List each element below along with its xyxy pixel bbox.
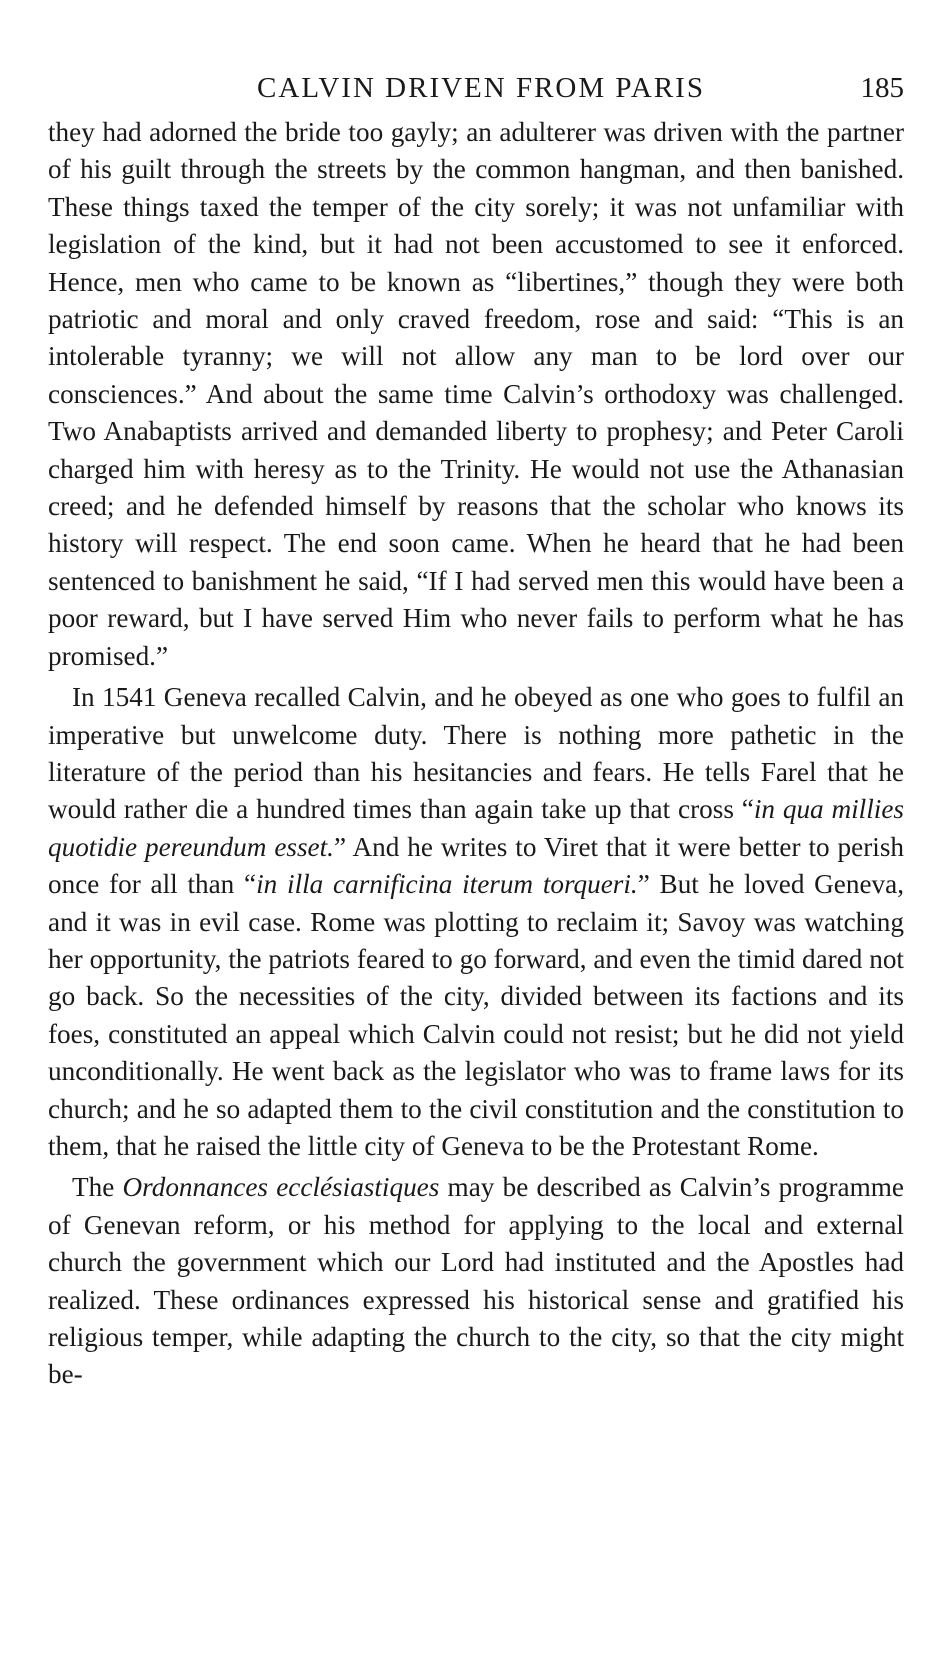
paragraph-2-text-3: ” But he loved Geneva, and it was in evil case. Rome was plotting to reclaim it; Savoy was watching her opportunity, the patriots feared to go forward, and even the timid dared not go back. So the necessities of the city, divided between its factions and its foes, constituted an appeal which Calvin could not resist; but he did not yield unconditionally. He went back as the legislator who was to frame laws for its church; and he so adapted them to the civil constitution and the constitution to them, that he raised the little city of Geneva to be the Protestant Rome.	[48, 869, 904, 1161]
paragraph-1-text: they had adorned the bride too gayly; an adulterer was driven with the partner of his guilt through the streets by the common hangman, and then banished. These things taxed the temper of the city sorely; it was not unfamiliar with legislation of the kind, but it had not been accustomed to see it enforced. Hence, men who came to be known as “libertines,” though they were both patriotic and moral and only craved freedom, rose and said: “This is an intolerable tyranny; we will not allow any man to be lord over our consciences.” And about the same time Calvin’s orthodoxy was challenged. Two Anabaptists arrived and demanded liberty to prophesy; and Peter Caroli charged him with heresy as to the Trinity. He would not use the Athanasian creed; and he defended himself by reasons that the scholar who knows its history will respect. The end soon came. When he heard that he had been sentenced to banishment he said, “If I had served men this would have been a poor reward, but I have served Him who never fails to perform what he has promised.”	[48, 117, 904, 671]
ordonnances-title: Ordonnances ecclésiastiques	[122, 1172, 440, 1203]
paragraph-3-text-2: may be described as Calvin’s programme of Genevan reform, or his method for applying to the local and external church the government which our Lord had instituted and the Apostles had realized. These ordinances expressed his historical sense and gratified his religious temper, while adapting the church to the city, so that the city might be-	[48, 1172, 904, 1390]
paragraph-1	[48, 114, 904, 675]
paragraph-2	[48, 679, 904, 1165]
body-text	[48, 114, 904, 1394]
latin-quote-1: in qua millies quotidie pereundum esset.	[48, 794, 904, 862]
page-number: 185	[860, 72, 904, 104]
running-head	[48, 68, 904, 108]
paragraph-3	[48, 1169, 904, 1393]
paragraph-2-text-1: In 1541 Geneva recalled Calvin, and he obeyed as one who goes to fulfil an imperative but unwelcome duty. There is nothing more pathetic in the literature of the period than his hesitancies and fears. He tells Farel that he would rather die a hundred times than again take up that cross “	[48, 682, 904, 825]
paragraph-3-text-1: The	[72, 1172, 123, 1203]
running-title: CALVIN DRIVEN FROM PARIS	[257, 72, 705, 104]
latin-quote-2: in illa carnificina iterum torqueri.	[256, 869, 638, 900]
paragraph-2-text-2: ” And he writes to Viret that it were better to perish once for all than “	[48, 831, 904, 900]
book-page	[48, 68, 904, 1394]
